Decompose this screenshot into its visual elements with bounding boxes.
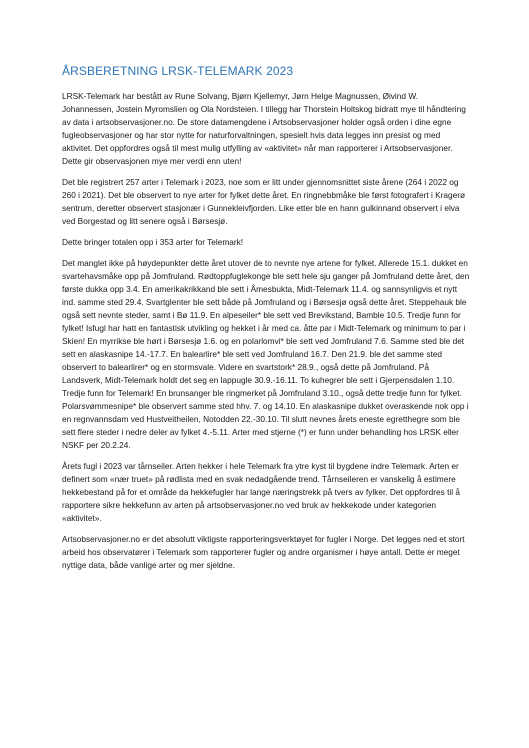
paragraph-committee: LRSK-Telemark har bestått av Rune Solvang, Bjørn Kjellemyr, Jørn Helge Magnussen, Øivind W. Johannessen, Jostein Myromslien og Ola Nordsteien. I tillegg har Thorstein Holtskog bidratt mye til håndtering av data i artsobservasjoner.no. De store datamengdene i Artsobservasjoner holder også orden i dine egne fugleobservasjoner og har stor nytte for naturforvaltningen, spesielt hvis data legges inn presist og med aktivitet. Det oppfordres også til mest mulig utfylling av «aktivitet» når man rapporterer i Artsobservasjoner. Dette gir observasjonen mye mer verdi enn uten! [62, 91, 466, 166]
paragraph-total: Dette bringer totalen opp i 353 arter for Telemark! [62, 237, 244, 247]
paragraph-highlights: Det manglet ikke på høydepunkter dette året utover de to nevnte nye artene for fylket. Allerede 15.1. dukket en svartehavsmåke opp på Jomfruland. Rødtoppfuglekonge ble sett hele sju ganger på Jomfruland dette året, den første dukka opp 3.4. En amerikakrikkand ble sett i Åmesbukta, Midt-Telemark 11.4. og sannsynligvis et nytt ind. samme sted 29.4. Svartglenter ble sett både på Jomfruland og i Børsesjø også dette året. Steppehauk ble også sett nevnte steder, samt i Bø 11.9. En alpeseiler* ble sett ved Brevikstand, Bamble 10.5. Tredje funn for fylket! Isfugl har hatt en fantastisk utvikling og hekket i år med ca. åtte par i Midt-Telemark og minimum to par i Skien! En myrrikse ble hørt i Børsesjø 1.6. og en polarlomvi* ble sett ved Jomfruland 7.6. Samme sted ble det sett en alaskasnipe 14.-17.7. En balearlire* ble sett ved Jomfruland 16.7. Den 21.9. ble det samme sted observert to balearlirer* og en stormsvale. Videre en svartstork* 28.9., også dette på Jomfruland. På Landsverk, Midt-Telemark holdt det seg en lappugle 30.9.-16.11. To kuhegrer ble sett i Gjerpensdalen 1.10. Tredje funn for Telemark! En brunsanger ble ringmerket på Jomfruland 3.10., også dette tredje funn for fylket. Polarsvømmesnipe* ble observert samme sted hhv. 7. og 14.10. En alaskasnipe dukket overaskende nok opp i en regnvannsdam ved Hustveitheilen, Notodden 22.-30.10. Til slutt nevnes årets eneste egretthegre som ble sett flere steder i nedre deler av fylket 4.-5.11. Arter med stjerne (*) er funn under behandling hos LRSK eller NSKF per 20.2.24. [62, 258, 470, 450]
paragraph-artsobservasjoner: Artsobservasjoner.no er det absolutt viktigste rapporteringsverktøyet for fugler i Norge. Det legges ned et stort arbeid hos observatører i Telemark som rapporterer fugler og andre organismer i høye antall. Dette er meget nyttige data, både vanlige arter og mer sjeldne. [62, 534, 465, 570]
paragraph-species-count: Det ble registrert 257 arter i Telemark i 2023, noe som er litt under gjennomsnittet siste årene (264 i 2022 og 260 i 2021). Det ble observert to nye arter for fylket dette året. En ringnebbmåke ble først fotografert i Kragerø sentrum, deretter observert stasjonær i Gunnekleivfjorden. Like etter ble en hann gulkinnand observert i elva ved Borgestad og litt senere også i Børsesjø. [62, 177, 466, 226]
document-title: ÅRSBERETNING LRSK-TELEMARK 2023 [62, 64, 294, 78]
paragraph-bird-of-year: Årets fugl i 2023 var tårnseiler. Arten hekker i hele Telemark fra ytre kyst til bygdene indre Telemark. Arten er definert som «nær truet» på rødlista med en svak nedadgående trend. Tårnseileren er vanskelig å estimere hekkebestand på for et område da hekkefugler har lange næringstrekk på tvers av fylker. Det oppfordres til å rapportere sikre hekkefunn av arten på artsobservasjoner.no ved bruk av hekkekode under kategorien «aktivitet». [62, 461, 461, 523]
